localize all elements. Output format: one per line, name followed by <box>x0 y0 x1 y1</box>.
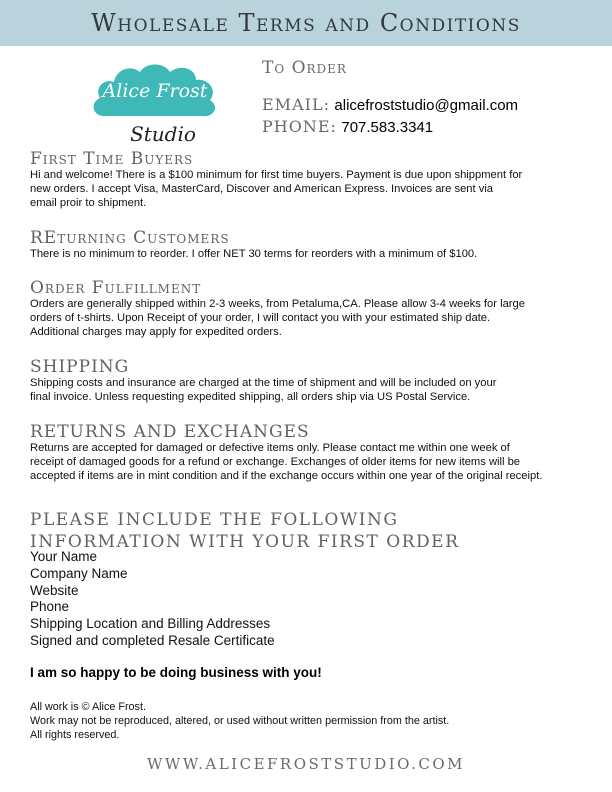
phone-line <box>262 117 433 137</box>
body-line: email proir to shipment. <box>30 197 147 210</box>
section-body <box>30 376 590 404</box>
copyright-line: Work may not be reproduced, altered, or used without written permission from the artist. <box>30 715 450 727</box>
body-line: final invoice. Unless requesting expedited shipping, all orders ship via US Postal Service. <box>30 391 471 404</box>
body-line: receipt of damaged goods for a refund or exchange. Exchanges of older items for new items will be <box>30 456 521 469</box>
list-item: Website <box>30 582 79 598</box>
section-returns-exchanges <box>30 423 590 484</box>
body-line: accepted if items are in mint condition and if the exchange occurs within one year of the original receipt. <box>30 470 543 483</box>
section-heading: SHIPPING <box>30 357 130 377</box>
list-item: Shipping Location and Billing Addresses <box>30 616 271 632</box>
copyright-notice <box>30 700 449 742</box>
email-address[interactable]: alicefroststudio@gmail.com <box>334 97 519 114</box>
logo-studio: Studio <box>130 122 196 146</box>
section-heading: REturning Customers <box>30 228 230 248</box>
logo-name: Alice Frost <box>102 80 208 102</box>
section-body <box>30 441 590 484</box>
phone-label: PHONE: <box>262 117 337 136</box>
body-line: There is no minimum to reorder. I offer NET 30 terms for reorders with a minimum of $100. <box>30 248 478 260</box>
section-body <box>30 297 590 340</box>
section-heading: RETURNS AND EXCHANGES <box>30 422 310 442</box>
closing-message: I am so happy to be doing business with you! <box>30 665 322 680</box>
section-first-time-buyers <box>30 150 590 211</box>
page-title: Wholesale Terms and Conditions <box>91 9 521 37</box>
section-body <box>30 247 590 261</box>
section-returning-customers <box>30 229 590 261</box>
list-item: Phone <box>30 599 70 615</box>
copyright-line: All work is © Alice Frost. <box>30 701 146 713</box>
section-shipping <box>30 358 590 404</box>
phone-number: 707.583.3341 <box>341 119 434 136</box>
brand-logo <box>90 58 230 150</box>
email-label: EMAIL: <box>262 95 330 114</box>
include-heading <box>30 509 590 553</box>
body-line: orders of t-shirts. Upon Receipt of your order, I will contact you with your estimated ship date. <box>30 312 491 325</box>
body-line: Returns are accepted for damaged or defective items only. Please contact me within one week of <box>30 442 510 454</box>
section-order-fulfillment <box>30 279 590 340</box>
copyright-line: All rights reserved. <box>30 729 120 741</box>
body-line: Shipping costs and insurance are charged at the time of shipment and will be included on your <box>30 377 497 389</box>
list-item: Your Name <box>30 549 98 564</box>
section-heading: Order Fulfillment <box>30 278 202 298</box>
website-link[interactable]: WWW.ALICEFROSTSTUDIO.COM <box>146 755 466 773</box>
body-line: Additional charges may apply for expedited orders. <box>30 326 282 339</box>
include-list <box>30 549 275 650</box>
header-bar <box>0 0 612 46</box>
body-line: Orders are generally shipped within 2-3 weeks, from Petaluma,CA. Please allow 3-4 weeks for large <box>30 298 525 310</box>
email-line <box>262 95 518 115</box>
list-item: Signed and completed Resale Certificate <box>30 632 275 648</box>
body-line: new orders. I accept Visa, MasterCard, Discover and American Express. Invoices are sent via <box>30 183 494 196</box>
include-heading-line: INFORMATION WITH YOUR FIRST ORDER <box>30 532 460 552</box>
body-line: Hi and welcome! There is a $100 minimum for first time buyers. Payment is due upon shippment for <box>30 169 523 181</box>
section-body <box>30 168 590 211</box>
section-heading: First Time Buyers <box>30 149 194 169</box>
include-heading-line: PLEASE INCLUDE THE FOLLOWING <box>30 510 399 530</box>
list-item: Company Name <box>30 565 128 581</box>
to-order-heading: To Order <box>262 58 347 78</box>
